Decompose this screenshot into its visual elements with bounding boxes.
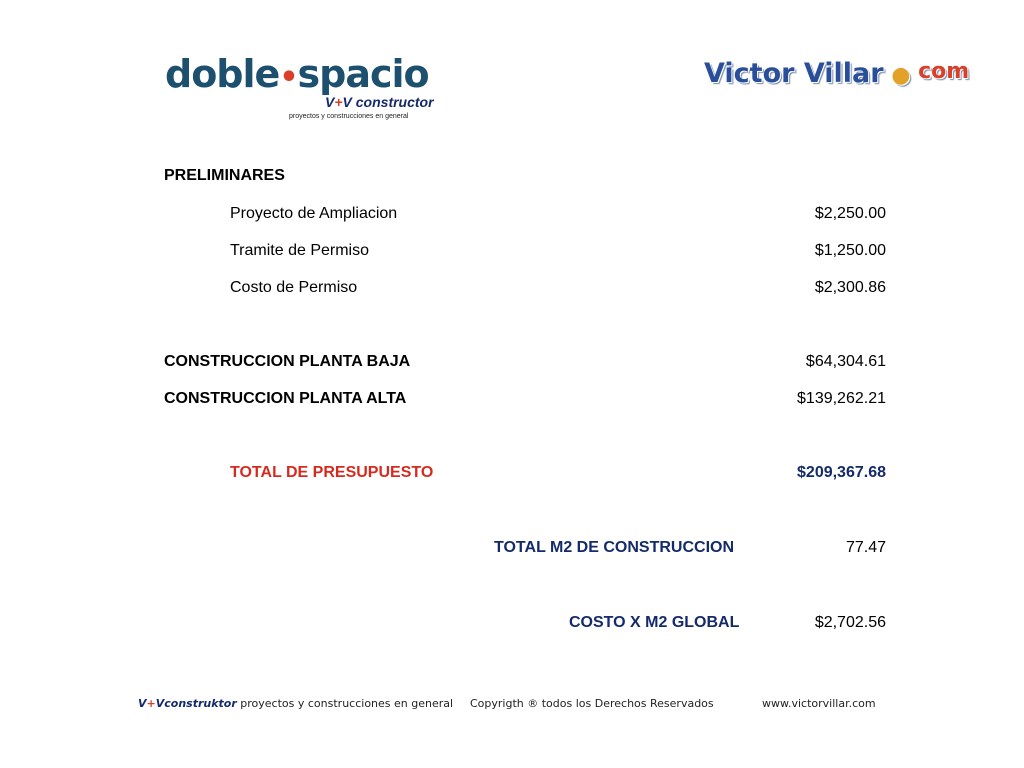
- section-preliminares: PRELIMINARES: [164, 167, 285, 184]
- doble-spacio-logo: [165, 52, 434, 127]
- footer-copyright: Copyrigth ® todos los Derechos Reservados: [470, 697, 714, 710]
- footer-website-link[interactable]: www.victorvillar.com: [762, 697, 876, 710]
- logo-victor-villar: Victor Villar: [704, 58, 884, 89]
- item-amount: $2,300.86: [814, 279, 886, 296]
- logo-main-text: [165, 52, 429, 100]
- logo-sub-text: [325, 94, 434, 110]
- total-label: TOTAL DE PRESUPUESTO: [230, 464, 434, 481]
- item-label: Proyecto de Ampliacion: [230, 205, 398, 222]
- logo-word-spacio: spacio: [297, 52, 429, 96]
- logo-dot: •: [279, 60, 298, 95]
- footer-brand-v: V: [138, 697, 147, 710]
- footer-brand-plus: +: [146, 697, 156, 710]
- costo-m2-label: COSTO X M2 GLOBAL: [569, 614, 740, 631]
- planta-alta-label: CONSTRUCCION PLANTA ALTA: [164, 390, 407, 407]
- footer-brand: [138, 697, 453, 710]
- m2-amount: 77.47: [845, 539, 886, 556]
- m2-label: TOTAL M2 DE CONSTRUCCION: [494, 539, 735, 556]
- logo-com: com: [918, 59, 970, 84]
- costo-m2-amount: $2,702.56: [814, 614, 886, 631]
- planta-baja-amount: $64,304.61: [805, 353, 886, 370]
- item-amount: $1,250.00: [814, 242, 886, 259]
- planta-baja-label: CONSTRUCCION PLANTA BAJA: [164, 353, 411, 370]
- footer-tagline: proyectos y construcciones en general: [236, 697, 454, 710]
- footer-brand-text: Vconstruktor: [155, 697, 237, 710]
- item-label: Costo de Permiso: [230, 279, 358, 296]
- logo-sub-v1: V: [325, 94, 335, 110]
- logo-sub-constructor: constructor: [351, 94, 434, 110]
- footer-brand-name: [138, 697, 237, 710]
- logo-tagline: proyectos y construcciones en general: [289, 113, 409, 120]
- item-label: Tramite de Permiso: [230, 242, 369, 259]
- total-amount: $209,367.68: [797, 464, 886, 481]
- logo-sub-v2: V: [342, 94, 352, 110]
- victor-villar-logo: [704, 58, 969, 94]
- logo-sub-plus: +: [334, 94, 343, 110]
- item-amount: $2,250.00: [814, 205, 886, 222]
- logo-right-dot: ●: [883, 63, 919, 88]
- planta-alta-amount: $139,262.21: [797, 390, 886, 407]
- logo-word-doble: doble: [165, 52, 280, 96]
